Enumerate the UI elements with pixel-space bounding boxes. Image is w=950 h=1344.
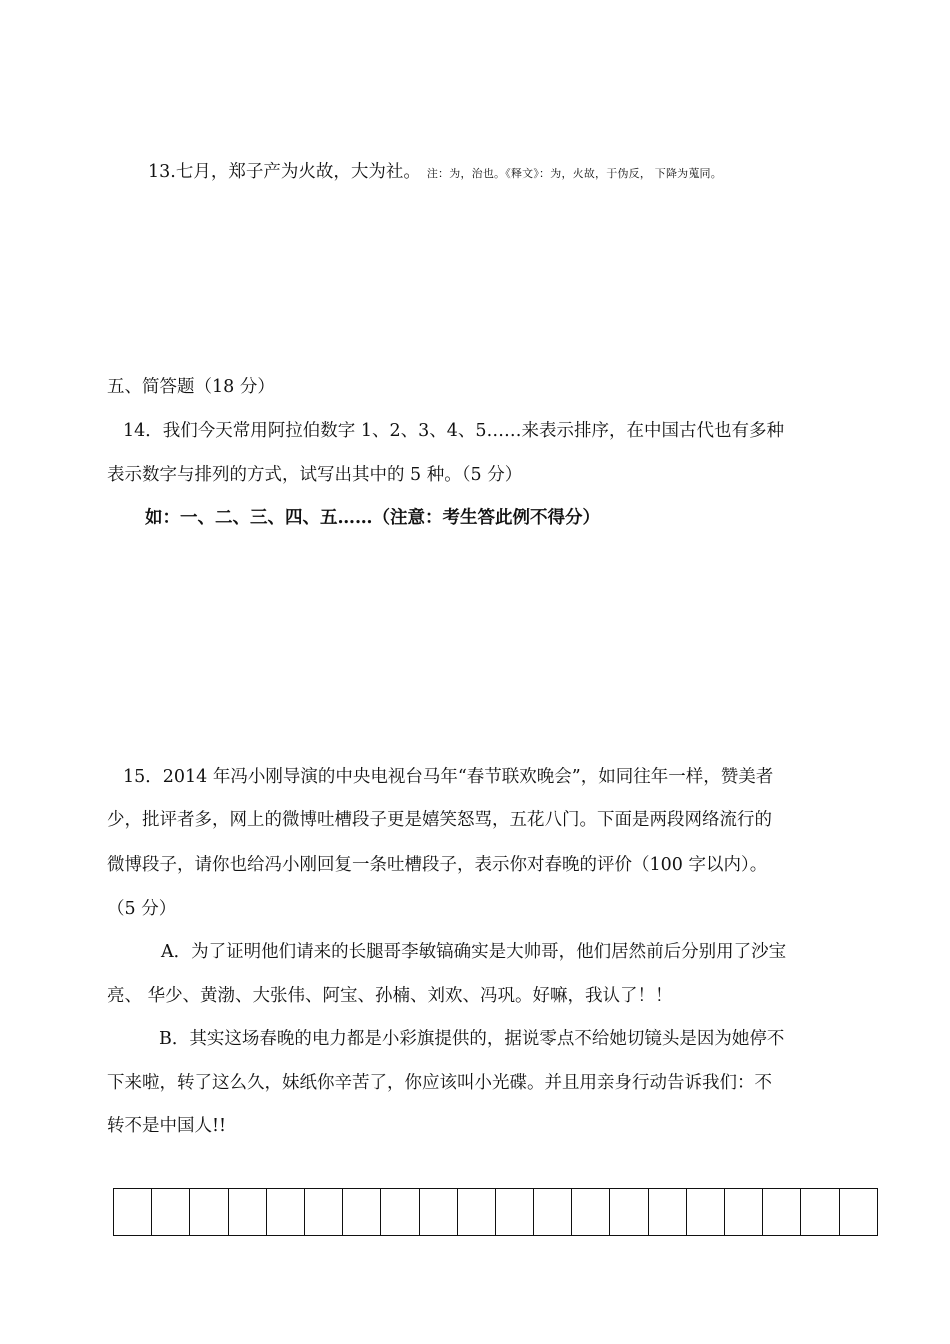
- question-15-line-2: 少，批评者多，网上的微博吐槽段子更是嬉笑怒骂，五花八门。下面是两段网络流行的: [107, 810, 772, 830]
- question-13: [148, 160, 722, 186]
- option-b-line-3: 转不是中国人!!: [107, 1116, 227, 1136]
- answer-cell[interactable]: [229, 1189, 267, 1236]
- question-13-text: 13.七月，郑子产为火故，大为社。: [148, 162, 421, 182]
- answer-cell[interactable]: [305, 1189, 343, 1236]
- answer-cell[interactable]: [420, 1189, 458, 1236]
- answer-cell[interactable]: [725, 1189, 763, 1236]
- answer-grid: [113, 1188, 878, 1236]
- answer-cell[interactable]: [840, 1189, 878, 1236]
- option-a-line-2: 亮、 华少、黄渤、大张伟、阿宝、孙楠、刘欢、冯巩。好嘛，我认了！！: [107, 986, 673, 1006]
- question-14-line-1: 14．我们今天常用阿拉伯数字 1、2、3、4、5……来表示排序，在中国古代也有多种: [123, 421, 784, 441]
- answer-cell[interactable]: [458, 1189, 496, 1236]
- answer-cell[interactable]: [496, 1189, 534, 1236]
- answer-cell[interactable]: [649, 1189, 687, 1236]
- answer-cell[interactable]: [610, 1189, 648, 1236]
- question-15-line-1: 15．2014 年冯小刚导演的中央电视台马年“春节联欢晚会”，如同往年一样，赞美者: [123, 767, 774, 787]
- answer-cell[interactable]: [381, 1189, 419, 1236]
- answer-cell[interactable]: [801, 1189, 839, 1236]
- answer-cell[interactable]: [343, 1189, 381, 1236]
- answer-cell[interactable]: [572, 1189, 610, 1236]
- answer-cell[interactable]: [190, 1189, 228, 1236]
- option-a-line-1: A．为了证明他们请来的长腿哥李敏镐确实是大帅哥，他们居然前后分别用了沙宝: [161, 942, 787, 962]
- question-14-example: 如：一、二、三、四、五……（注意：考生答此例不得分）: [145, 508, 600, 528]
- answer-cell[interactable]: [267, 1189, 305, 1236]
- question-15-line-4: （5 分）: [107, 899, 177, 919]
- section-5-heading: 五、简答题（18 分）: [107, 377, 275, 397]
- answer-cell[interactable]: [152, 1189, 190, 1236]
- answer-cell[interactable]: [687, 1189, 725, 1236]
- answer-cell[interactable]: [534, 1189, 572, 1236]
- question-15-line-3: 微博段子，请你也给冯小刚回复一条吐槽段子，表示你对春晚的评价（100 字以内）。: [107, 855, 768, 875]
- question-14-line-2: 表示数字与排列的方式，试写出其中的 5 种。（5 分）: [107, 465, 523, 485]
- answer-cell[interactable]: [114, 1189, 152, 1236]
- option-b-line-1: B．其实这场春晚的电力都是小彩旗提供的，据说零点不给她切镜头是因为她停不: [159, 1029, 785, 1049]
- answer-cell[interactable]: [763, 1189, 801, 1236]
- question-13-note: 注：为，治也。《释文》：为，火故，于伪反， 下降为蒐同。: [426, 167, 722, 180]
- option-b-line-2: 下来啦，转了这么久，妹纸你辛苦了，你应该叫小光碟。并且用亲身行动告诉我们：不: [107, 1073, 772, 1093]
